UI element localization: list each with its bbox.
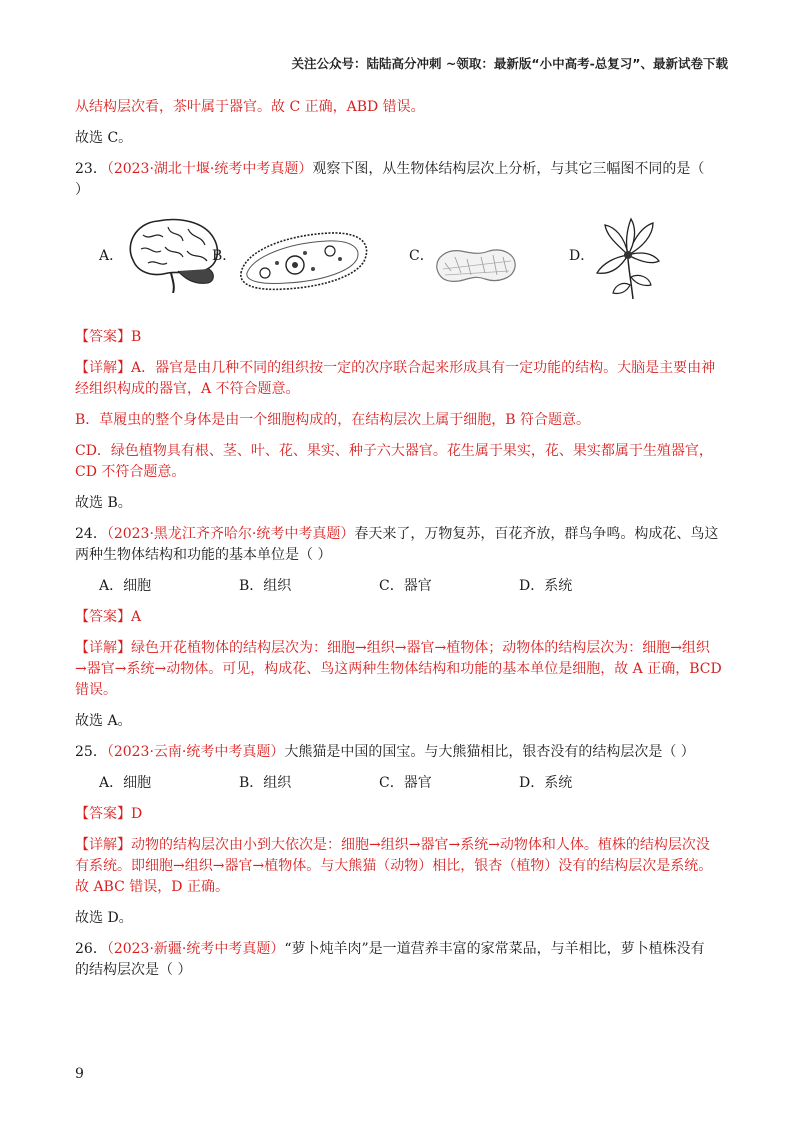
q24-detail-line-1: 绿色开花植物体的结构层次为：细胞→组织→器官→植物体；动物体的结构层次为：细胞→组织: [131, 640, 710, 656]
q24-option-a: A．细胞: [99, 578, 152, 594]
q24-options: [99, 576, 735, 597]
q24-answer-tag: 【答案】: [75, 609, 131, 625]
q23-figure-row: [75, 215, 735, 305]
q24-detail-line-3: 错误。: [75, 682, 117, 698]
q25-detail-tag: 【详解】: [75, 837, 131, 853]
q23-source: （2023·湖北十堰·统考中考真题）: [106, 161, 313, 177]
q26-source: （2023·新疆·统考中考真题）: [106, 941, 285, 957]
q23-detail-line-2: 经组织构成的器官，A 不符合题意。: [75, 381, 300, 397]
q24-detail-line-2: →器官→系统→动物体。可见，构成花、鸟这两种生物体结构和功能的基本单位是细胞，故 A 正确，BCD: [75, 661, 722, 677]
q23-num: 23．: [75, 161, 107, 177]
q24-option-b: B．组织: [239, 578, 292, 594]
q23-detail-line-5: CD 不符合题意。: [75, 464, 186, 480]
q25-answer: [75, 804, 735, 825]
q23-stem-end: ）: [75, 182, 89, 198]
q25-options: [99, 773, 735, 794]
q23-answer: [75, 327, 735, 348]
q23-stem-text: 观察下图，从生物体结构层次上分析，与其它三幅图不同的是（: [312, 161, 705, 177]
q24-option-c: C．器官: [379, 578, 432, 594]
q23-detail-tag: 【详解】: [75, 360, 131, 376]
q23-stem: [75, 159, 735, 201]
q23-choice: 故选 B。: [75, 495, 132, 511]
q24-answer-value: A: [131, 609, 142, 625]
q25-answer-value: D: [131, 806, 143, 822]
q26-stem-text: “萝卜炖羊肉”是一道营养丰富的家常菜品，与羊相比，萝卜植株没有: [284, 941, 705, 957]
q23-detail-cd: [75, 441, 735, 483]
q25-option-a: A．细胞: [99, 775, 152, 791]
q26-stem: [75, 939, 735, 981]
q25-stem-text: 大熊猫是中国的国宝。与大熊猫相比，银杏没有的结构层次是（ ）: [284, 744, 695, 760]
q25-detail-line-2: 有系统。即细胞→组织→器官→植物体。与大熊猫（动物）相比，银杏（植物）没有的结构层次是系统。: [75, 858, 713, 874]
q23-label-b: B．: [212, 248, 237, 264]
page-content: [75, 97, 735, 991]
q23-detail-line-4: CD．绿色植物具有根、茎、叶、花、果实、种子六大器官。花生属于果实，花、果实都属于生殖器官，: [75, 443, 713, 459]
q23-detail-line-1: A．器官是由几种不同的组织按一定的次序联合起来形成具有一定功能的结构。大脑是主要由神: [131, 360, 716, 376]
q24-source: （2023·黑龙江齐齐哈尔·统考中考真题）: [106, 526, 355, 542]
q23-detail: [75, 358, 735, 400]
q23-answer-tag: 【答案】: [75, 329, 131, 345]
q25-source: （2023·云南·统考中考真题）: [106, 744, 285, 760]
q23-answer-value: B: [131, 329, 142, 345]
q25-option-d: D．系统: [519, 775, 573, 791]
q25-detail-line-1: 动物的结构层次由小到大依次是：细胞→组织→器官→系统→动物体和人体。植株的结构层次没: [131, 837, 710, 853]
q25-option-b: B．组织: [239, 775, 292, 791]
q25-detail-line-3: 故 ABC 错误，D 正确。: [75, 879, 229, 895]
page-header: 关注公众号：陆陆高分冲刺 ~领取：最新版“小中高考-总复习”、最新试卷下载: [291, 56, 728, 71]
flower-icon: [593, 215, 663, 301]
q26-stem-text-2: 的结构层次是（ ）: [75, 962, 192, 978]
q24-stem: [75, 524, 735, 566]
q25-detail: [75, 835, 735, 898]
prev-analysis-tail: 从结构层次看，茶叶属于器官。故 C 正确，ABD 错误。: [75, 99, 425, 115]
q24-stem-text-2: 两种生物体结构和功能的基本单位是（ ）: [75, 547, 332, 563]
q23-label-a: A．: [99, 248, 124, 264]
q24-detail-tag: 【详解】: [75, 640, 131, 656]
paramecium-icon: [235, 229, 375, 293]
q25-stem: [75, 742, 735, 763]
brain-icon: [123, 215, 223, 293]
q25-option-c: C．器官: [379, 775, 432, 791]
q24-option-d: D．系统: [519, 578, 573, 594]
q24-stem-text: 春天来了，万物复苏，百花齐放，群鸟争鸣。构成花、鸟这: [354, 526, 719, 542]
q25-answer-tag: 【答案】: [75, 806, 131, 822]
q23-label-d: D．: [569, 248, 595, 264]
q24-detail: [75, 638, 735, 701]
q24-choice: 故选 A。: [75, 713, 132, 729]
q23-label-c: C．: [409, 248, 434, 264]
q26-num: 26．: [75, 941, 107, 957]
q24-num: 24．: [75, 526, 107, 542]
q23-detail-line-3: B．草履虫的整个身体是由一个细胞构成的，在结构层次上属于细胞，B 符合题意。: [75, 412, 591, 428]
peanut-icon: [431, 243, 521, 287]
q25-choice: 故选 D。: [75, 910, 133, 926]
q24-answer: [75, 607, 735, 628]
prev-choice: 故选 C。: [75, 130, 133, 146]
q25-num: 25．: [75, 744, 107, 760]
page-number: 9: [75, 1066, 84, 1082]
